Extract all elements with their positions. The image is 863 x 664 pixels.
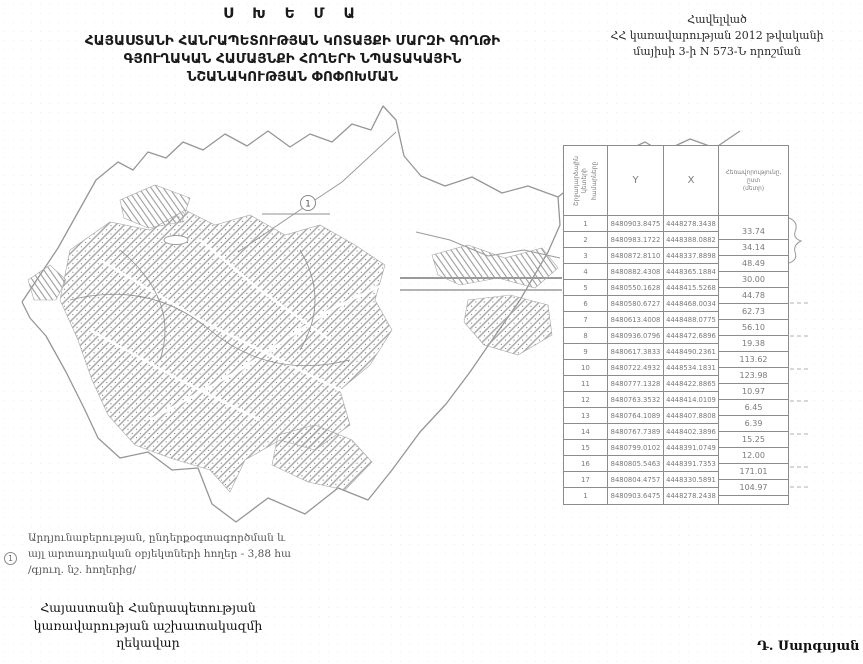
- x-coordinate-cell: 4448391.7353: [664, 456, 719, 472]
- x-coordinate-cell: 4448402.3896: [664, 424, 719, 440]
- map-footnote: [2, 530, 332, 578]
- map-marker-label: 1: [305, 199, 311, 210]
- x-coordinate-cell: 4448488.0775: [664, 312, 719, 328]
- table-brace: [789, 218, 801, 263]
- x-coordinate-cell: 4448407.8808: [664, 408, 719, 424]
- table-row: [564, 232, 719, 248]
- y-coordinate-cell: 8480763.3532: [608, 392, 664, 408]
- title-line-2: ԳՅՈՒՂԱԿԱՆ ՀԱՄԱՅՆՔԻ ՀՈՂԵՐԻ ՆՊԱՏԱԿԱՅԻՆ: [123, 51, 462, 67]
- distance-cell: 10.97: [719, 384, 788, 400]
- x-coordinate-cell: 4448415.5268: [664, 280, 719, 296]
- table-row: [564, 296, 719, 312]
- table-row: [564, 424, 719, 440]
- header-point-line2: համարները: [590, 161, 598, 200]
- title-line-3: ՆՇԱՆԱԿՈՒԹՅԱՆ ՓՈՓՈԽՄԱՆ: [186, 69, 399, 85]
- table-row: [564, 344, 719, 360]
- table-row: [564, 216, 719, 232]
- header-point-line1: Շրջադարձային կետերի: [572, 155, 588, 206]
- point-number-cell: 16: [564, 456, 608, 472]
- x-coordinate-cell: 4448472.6896: [664, 328, 719, 344]
- x-coordinate-cell: 4448414.0109: [664, 392, 719, 408]
- table-row: [564, 456, 719, 472]
- x-coordinate-cell: 4448468.0034: [664, 296, 719, 312]
- x-coordinate-cell: 4448534.1831: [664, 360, 719, 376]
- distance-column: [719, 216, 788, 504]
- table-row: [564, 488, 719, 504]
- table-row: [564, 264, 719, 280]
- y-coordinate-cell: 8480764.1089: [608, 408, 664, 424]
- signature-line-3: ղեկավար: [116, 635, 180, 650]
- table-row: [564, 472, 719, 488]
- header-y: Y: [608, 146, 664, 216]
- distance-cell: 30.00: [719, 272, 788, 288]
- schema-title: Ս Խ Ե Մ Ա: [223, 6, 362, 22]
- signature-block: [28, 599, 268, 652]
- point-number-cell: 7: [564, 312, 608, 328]
- table-row: [564, 440, 719, 456]
- x-coordinate-cell: 4448278.3438: [664, 216, 719, 232]
- x-coordinate-cell: 4448422.8865: [664, 376, 719, 392]
- y-coordinate-cell: 8480903.6475: [608, 488, 664, 504]
- table-body-left: [564, 216, 719, 504]
- y-coordinate-cell: 8480777.1328: [608, 376, 664, 392]
- header-distance: [719, 146, 788, 216]
- distance-cell: 15.25: [719, 432, 788, 448]
- x-coordinate-cell: 4448330.5891: [664, 472, 719, 488]
- y-coordinate-cell: 8480882.4308: [608, 264, 664, 280]
- header-x: X: [664, 146, 719, 216]
- point-number-cell: 17: [564, 472, 608, 488]
- footnote-marker: 1: [4, 552, 17, 565]
- x-coordinate-cell: 4448391.0749: [664, 440, 719, 456]
- x-coordinate-cell: 4448337.8898: [664, 248, 719, 264]
- point-number-cell: 4: [564, 264, 608, 280]
- footnote-line-2: այլ արտադրական օբյեկտների հողեր - 3,88 հա: [28, 548, 291, 560]
- distance-cell: 19.38: [719, 336, 788, 352]
- y-coordinate-cell: 8480617.3833: [608, 344, 664, 360]
- table-row: [564, 280, 719, 296]
- dimension-dashes: [790, 303, 810, 487]
- x-coordinate-cell: 4448278.2438: [664, 488, 719, 504]
- y-coordinate-cell: 8480903.8475: [608, 216, 664, 232]
- table-row: [564, 312, 719, 328]
- point-number-cell: 15: [564, 440, 608, 456]
- point-number-cell: 10: [564, 360, 608, 376]
- footnote-line-1: Արդյունաբերության, ընդերքօգտագործման և: [28, 532, 286, 544]
- table-row: [564, 328, 719, 344]
- coordinates-table: [563, 145, 789, 505]
- point-number-cell: 14: [564, 424, 608, 440]
- y-coordinate-cell: 8480799.0102: [608, 440, 664, 456]
- point-number-cell: 12: [564, 392, 608, 408]
- y-coordinate-cell: 8480936.0796: [608, 328, 664, 344]
- annex-line-1: Հավելված: [687, 13, 747, 26]
- y-coordinate-cell: 8480722.4932: [608, 360, 664, 376]
- point-number-cell: 9: [564, 344, 608, 360]
- y-coordinate-cell: 8480805.5463: [608, 456, 664, 472]
- distance-cell: 56.10: [719, 320, 788, 336]
- distance-cell: 34.14: [719, 240, 788, 256]
- point-number-cell: 11: [564, 376, 608, 392]
- table-row: [564, 392, 719, 408]
- point-number-cell: 8: [564, 328, 608, 344]
- distance-cell: 44.78: [719, 288, 788, 304]
- signature-line-1: Հայաստանի Հանրապետության: [40, 600, 256, 615]
- footnote-line-3: /գյուղ. նշ. հողերից/: [28, 564, 136, 576]
- annex-reference: [582, 12, 852, 60]
- map-marker-1: [262, 196, 330, 215]
- distance-cell: 6.39: [719, 416, 788, 432]
- distance-cell: 113.62: [719, 352, 788, 368]
- header-distance-line2: (մետր): [742, 185, 765, 192]
- distance-cell: 171.01: [719, 464, 788, 480]
- point-number-cell: 13: [564, 408, 608, 424]
- x-coordinate-cell: 4448388.0882: [664, 232, 719, 248]
- table-row: [564, 376, 719, 392]
- y-coordinate-cell: 8480550.1628: [608, 280, 664, 296]
- table-row: [564, 248, 719, 264]
- point-number-cell: 3: [564, 248, 608, 264]
- y-coordinate-cell: 8480804.4757: [608, 472, 664, 488]
- distance-cell: 62.73: [719, 304, 788, 320]
- table-row: [564, 408, 719, 424]
- distance-cell: 104.97: [719, 480, 788, 496]
- point-number-cell: 5: [564, 280, 608, 296]
- y-coordinate-cell: 8480580.6727: [608, 296, 664, 312]
- footnote-text: [28, 530, 332, 578]
- y-coordinate-cell: 8480872.8110: [608, 248, 664, 264]
- table-header: [564, 146, 788, 216]
- table-body: [564, 216, 788, 504]
- y-coordinate-cell: 8480613.4008: [608, 312, 664, 328]
- y-coordinate-cell: 8480983.1722: [608, 232, 664, 248]
- document-title: [5, 32, 580, 86]
- x-coordinate-cell: 4448365.1884: [664, 264, 719, 280]
- signatory-name: Դ. Սարգսյան: [757, 639, 860, 654]
- clearing: [164, 236, 188, 245]
- distance-cell: 12.00: [719, 448, 788, 464]
- annex-line-2: ՀՀ կառավարության 2012 թվականի: [610, 29, 824, 42]
- annex-line-3: մայիսի 3-ի N 573-Ն որոշման: [633, 45, 801, 58]
- distance-cell: 6.45: [719, 400, 788, 416]
- table-row: [564, 360, 719, 376]
- distance-cell: 33.74: [719, 224, 788, 240]
- header-point-numbers: [564, 146, 608, 216]
- point-number-cell: 1: [564, 488, 608, 504]
- distance-spacer: [719, 216, 788, 224]
- title-line-1: ՀԱՅԱՍՏԱՆԻ ՀԱՆՐԱՊԵՏՈՒԹՅԱՆ ԿՈՏԱՅՔԻ ՄԱՐԶԻ ԳՈՂԹԻ: [84, 33, 501, 49]
- signature-line-2: կառավարության աշխատակազմի: [33, 617, 263, 633]
- header-distance-line1: Հեռավորությունը, ըստ: [725, 169, 782, 184]
- distance-cell: 123.98: [719, 368, 788, 384]
- point-number-cell: 1: [564, 216, 608, 232]
- y-coordinate-cell: 8480767.7389: [608, 424, 664, 440]
- x-coordinate-cell: 4448490.2361: [664, 344, 719, 360]
- distance-cell: 48.49: [719, 256, 788, 272]
- point-number-cell: 6: [564, 296, 608, 312]
- point-number-cell: 2: [564, 232, 608, 248]
